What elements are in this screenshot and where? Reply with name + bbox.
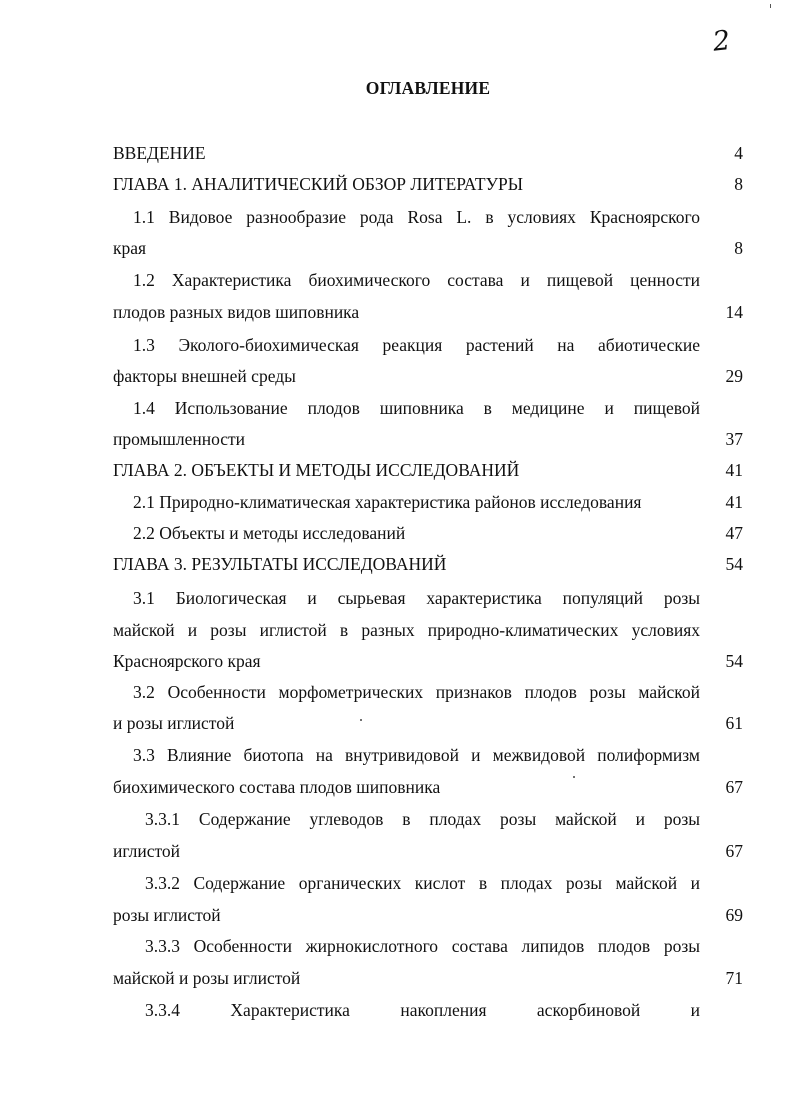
toc-page-1-2: 14 <box>725 302 743 322</box>
toc-entry-3-2: 3.2 Особенности морфометрических признаков плодов розы майской <box>133 682 700 702</box>
toc-entry-intro: ВВЕДЕНИЕ <box>113 143 206 163</box>
toc-entry-2-2: 2.2 Объекты и методы исследований <box>133 523 406 543</box>
toc-page-3-1: 54 <box>725 651 743 671</box>
toc-entry-1-2: 1.2 Характеристика биохимического состава и пищевой ценности <box>133 270 700 290</box>
toc-entry-3-3-2-cont: розы иглистой <box>113 905 221 925</box>
toc-page-2-1: 41 <box>725 492 743 512</box>
toc-page-3-3: 67 <box>725 777 743 797</box>
toc-entry-3-3-4: 3.3.4 Характеристика накопления аскорбиновой и <box>145 1000 700 1020</box>
toc-entry-3-3-cont: биохимического состава плодов шиповника <box>113 777 441 797</box>
toc-entry-3-1-cont: майской и розы иглистой в разных природно-климатических условиях <box>113 620 700 640</box>
toc-page-3-3-2: 69 <box>725 905 743 925</box>
toc-page-1-3: 29 <box>725 366 743 386</box>
scan-speck <box>573 776 575 778</box>
toc-entry-1-3: 1.3 Эколого-биохимическая реакция растений на абиотические <box>133 335 700 355</box>
toc-entry-3-3-1: 3.3.1 Содержание углеводов в плодах розы майской и розы <box>145 809 700 829</box>
page-title: ОГЛАВЛЕНИЕ <box>365 78 491 98</box>
toc-entry-3-3-1-cont: иглистой <box>113 841 181 861</box>
toc-entry-3-3-3-cont: майской и розы иглистой <box>113 968 301 988</box>
toc-page-3-3-3: 71 <box>725 968 743 988</box>
toc-entry-1-4-cont: промышленности <box>113 429 246 449</box>
toc-entry-3-1: 3.1 Биологическая и сырьевая характеристика популяций розы <box>133 588 700 608</box>
toc-page-1-1: 8 <box>734 238 743 258</box>
scan-mark <box>770 4 771 8</box>
toc-entry-1-2-cont: плодов разных видов шиповника <box>113 302 360 322</box>
toc-entry-chapter-1: ГЛАВА 1. АНАЛИТИЧЕСКИЙ ОБЗОР ЛИТЕРАТУРЫ <box>113 174 523 194</box>
toc-entry-1-3-cont: факторы внешней среды <box>113 366 296 386</box>
toc-page-chapter-2: 41 <box>725 460 743 480</box>
toc-entry-2-1: 2.1 Природно-климатическая характеристика районов исследования <box>133 492 642 512</box>
toc-page-chapter-1: 8 <box>734 174 743 194</box>
toc-entry-1-4: 1.4 Использование плодов шиповника в медицине и пищевой <box>133 398 700 418</box>
toc-page-intro: 4 <box>734 143 743 163</box>
handwritten-page-number: 2 <box>711 25 731 58</box>
toc-entry-3-1-cont2: Красноярского края <box>113 651 261 671</box>
toc-entry-chapter-3: ГЛАВА 3. РЕЗУЛЬТАТЫ ИССЛЕДОВАНИЙ <box>113 554 447 574</box>
toc-page-chapter-3: 54 <box>725 554 743 574</box>
toc-page-1-4: 37 <box>725 429 743 449</box>
scan-speck <box>360 719 362 721</box>
toc-entry-3-2-cont: и розы иглистой <box>113 713 235 733</box>
toc-entry-3-3: 3.3 Влияние биотопа на внутривидовой и межвидовой полиформизм <box>133 745 700 765</box>
toc-entry-1-1: 1.1 Видовое разнообразие рода Rosa L. в условиях Красноярского <box>133 207 700 227</box>
toc-page-3-2: 61 <box>725 713 743 733</box>
toc-entry-1-1-cont: края <box>113 238 147 258</box>
toc-entry-3-3-2: 3.3.2 Содержание органических кислот в плодах розы майской и <box>145 873 700 893</box>
toc-entry-3-3-3: 3.3.3 Особенности жирнокислотного состава липидов плодов розы <box>145 936 700 956</box>
toc-entry-chapter-2: ГЛАВА 2. ОБЪЕКТЫ И МЕТОДЫ ИССЛЕДОВАНИЙ <box>113 460 520 480</box>
toc-page-3-3-1: 67 <box>725 841 743 861</box>
toc-page-2-2: 47 <box>725 523 743 543</box>
